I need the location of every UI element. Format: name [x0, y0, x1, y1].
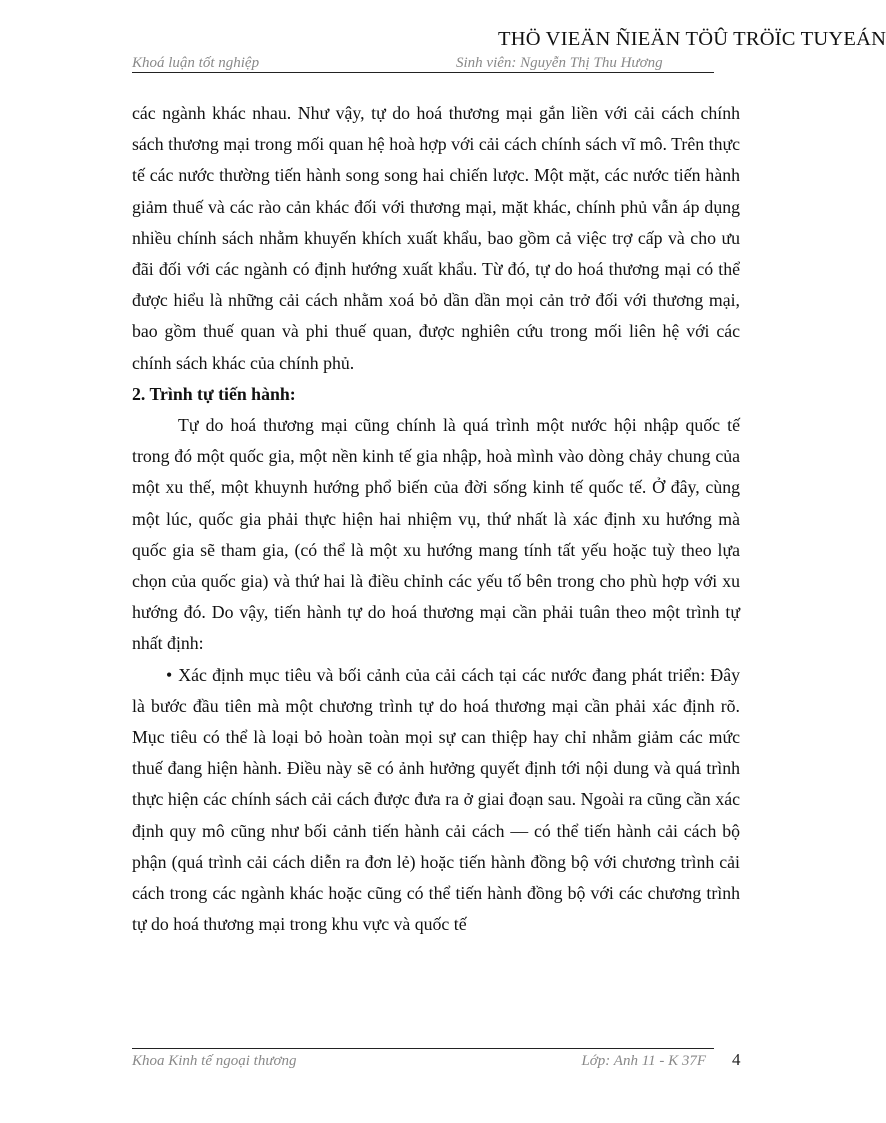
bullet-paragraph: [132, 660, 740, 941]
header-right: Sinh viên: Nguyễn Thị Thu Hương: [456, 55, 663, 71]
paragraph-2: Tự do hoá thương mại cũng chính là quá trình một nước hội nhập quốc tế trong đó một quốc gia, một nền kinh tế gia nhập, hoà mình vào dòng chảy chung của một xu thế, một khuynh hướng phổ biến của đời sống kinh tế quốc tế. Ở đây, cùng một lúc, quốc gia phải thực hiện hai nhiệm vụ, thứ nhất là xác định xu hướng mà quốc gia sẽ tham gia, (có thể là một xu hướng mang tính tất yếu hoặc tuỳ theo lựa chọn của quốc gia) và thứ hai là điều chỉnh các yếu tố bên trong cho phù hợp với xu hướng đó. Do vậy, tiến hành tự do hoá thương mại cần phải tuân theo một trình tự nhất định:: [132, 415, 740, 654]
bullet-text: Xác định mục tiêu và bối cảnh của cải cách tại các nước đang phát triển: Đây là bước đầu tiên mà một chương trình tự do hoá thương mại cần phải xác định rõ. Mục tiêu có thể là loại bỏ hoàn toàn mọi sự can thiệp hay chỉ nhằm giảm các mức thuế đang hiện hành. Điều này sẽ có ảnh hưởng quyết định tới nội dung và quá trình thực hiện các chính sách cải cách được đưa ra ở giai đoạn sau. Ngoài ra cũng cần xác định quy mô cũng như bối cảnh tiến hành cải cách — có thể tiến hành cải cách bộ phận (quá trình cải cách diễn ra đơn lẻ) hoặc tiến hành đồng bộ với chương trình cải cách trong các ngành khác hoặc cũng có thể tiến hành đồng bộ với các chương trình tự do hoá thương mại trong khu vực và quốc tế: [132, 664, 740, 935]
page-number: 4: [732, 1050, 741, 1069]
footer-left: Khoa Kinh tế ngoại thương: [132, 1053, 297, 1069]
bullet-icon: •: [166, 664, 173, 685]
page-footer: [132, 1048, 714, 1073]
section-heading: 2. Trình tự tiến hành:: [132, 383, 296, 404]
paragraph-1: các ngành khác nhau. Như vậy, tự do hoá thương mại gắn liền với cải cách chính sách thương mại trong mối quan hệ hoà hợp với cải cách chính sách vĩ mô. Trên thực tế các nước thường tiến hành song song hai chiến lược. Một mặt, các nước tiến hành giảm thuế và các rào cản khác đối với thương mại, mặt khác, chính phủ vẫn áp dụng nhiều chính sách nhằm khuyến khích xuất khẩu, bao gồm cả việc trợ cấp và cho ưu đãi đối với các ngành có định hướng xuất khẩu. Từ đó, tự do hoá thương mại có thể được hiểu là những cải cách nhằm xoá bỏ dần dần mọi cản trở đối với thương mại, bao gồm thuế quan và phi thuế quan, được nghiên cứu trong mối liên hệ với các chính sách khác của chính phủ.: [132, 103, 740, 373]
document-body: [132, 98, 740, 940]
footer-right: Lớp: Anh 11 - K 37F: [581, 1053, 706, 1069]
page-header: [132, 54, 714, 73]
watermark-text: THÖ VIEÄN ÑIEÄN TÖÛ TRÖÏC TUYEÁN: [498, 28, 886, 50]
header-left: Khoá luận tốt nghiệp: [132, 55, 260, 71]
